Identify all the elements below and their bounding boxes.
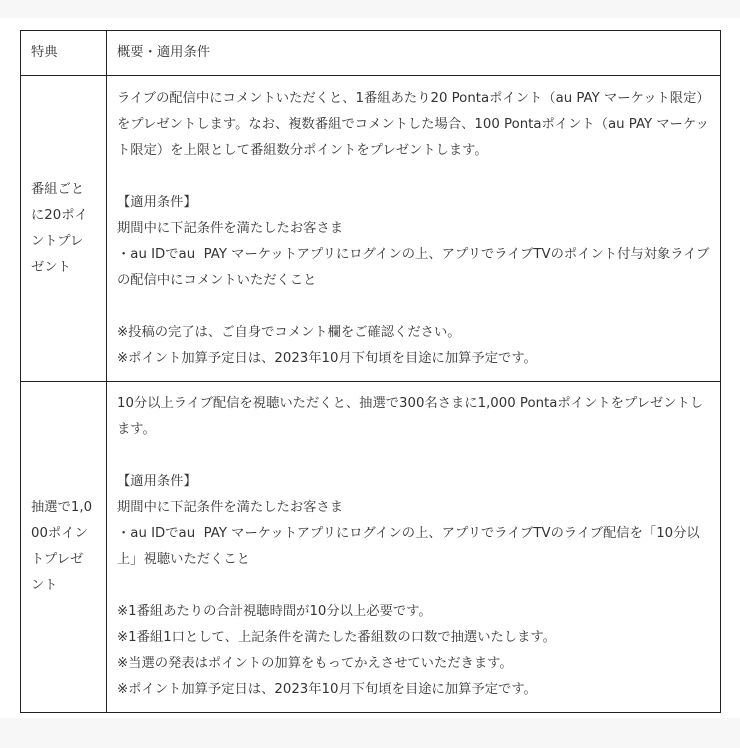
benefit-name: 番組ごとに20ポイントプレゼント [21, 76, 107, 382]
note-line: ※投稿の完了は、ご自身でコメント欄をご確認ください。 [117, 324, 461, 340]
benefit-name: 抽選で1,000ポイントプレゼント [21, 382, 107, 713]
content-sheet [0, 18, 740, 718]
conditions-heading: 【適用条件】 [117, 474, 197, 489]
benefits-table [20, 30, 721, 713]
note-line: ※1番組あたりの合計視聴時間が10分以上必要です。 [117, 604, 432, 619]
note-line: ※ポイント加算予定日は、2023年10月下旬頃を目途に加算予定です。 [117, 350, 537, 366]
note-line: ※ポイント加算予定日は、2023年10月下旬頃を目途に加算予定です。 [117, 682, 537, 697]
benefit-description [107, 382, 721, 713]
description-spacer [117, 164, 710, 190]
description-line: 期間中に下記条件を満たしたお客さま [117, 220, 344, 236]
description-line: ライブの配信中にコメントいただくと、1番組あたり20 Pontaポイント（au PAY マーケット限定）をプレゼントします。なお、複数番組でコメントした場合、100 Pontaポイント（au PAY マーケット限定）を上限として番組数分ポイントをプレゼントします。 [117, 90, 710, 158]
description-line: ・au IDでau PAY マーケットアプリにログインの上、アプリでライブTVのポイント付与対象ライブの配信中にコメントいただくこと [117, 246, 710, 288]
header-summary-conditions: 概要・適用条件 [107, 31, 721, 76]
note-line: ※1番組1口として、上記条件を満たした番組数の口数で抽選いたします。 [117, 630, 556, 645]
benefit-description [107, 76, 721, 382]
description-spacer [117, 443, 710, 469]
table-row [21, 76, 721, 382]
description-spacer [117, 294, 710, 320]
description-line: 10分以上ライブ配信を視聴いただくと、抽選で300名さまに1,000 Pontaポイントをプレゼントします。 [117, 396, 704, 437]
description-line: ・au IDでau PAY マーケットアプリにログインの上、アプリでライブTVのライブ配信を「10分以上」視聴いただくこと [117, 526, 700, 567]
header-benefit: 特典 [21, 31, 107, 76]
description-spacer [117, 573, 710, 599]
table-header-row [21, 31, 721, 76]
note-line: ※当選の発表はポイントの加算をもってかえさせていただきます。 [117, 656, 513, 671]
table-row [21, 382, 721, 713]
conditions-heading: 【適用条件】 [117, 194, 197, 210]
description-line: 期間中に下記条件を満たしたお客さま [117, 500, 344, 515]
